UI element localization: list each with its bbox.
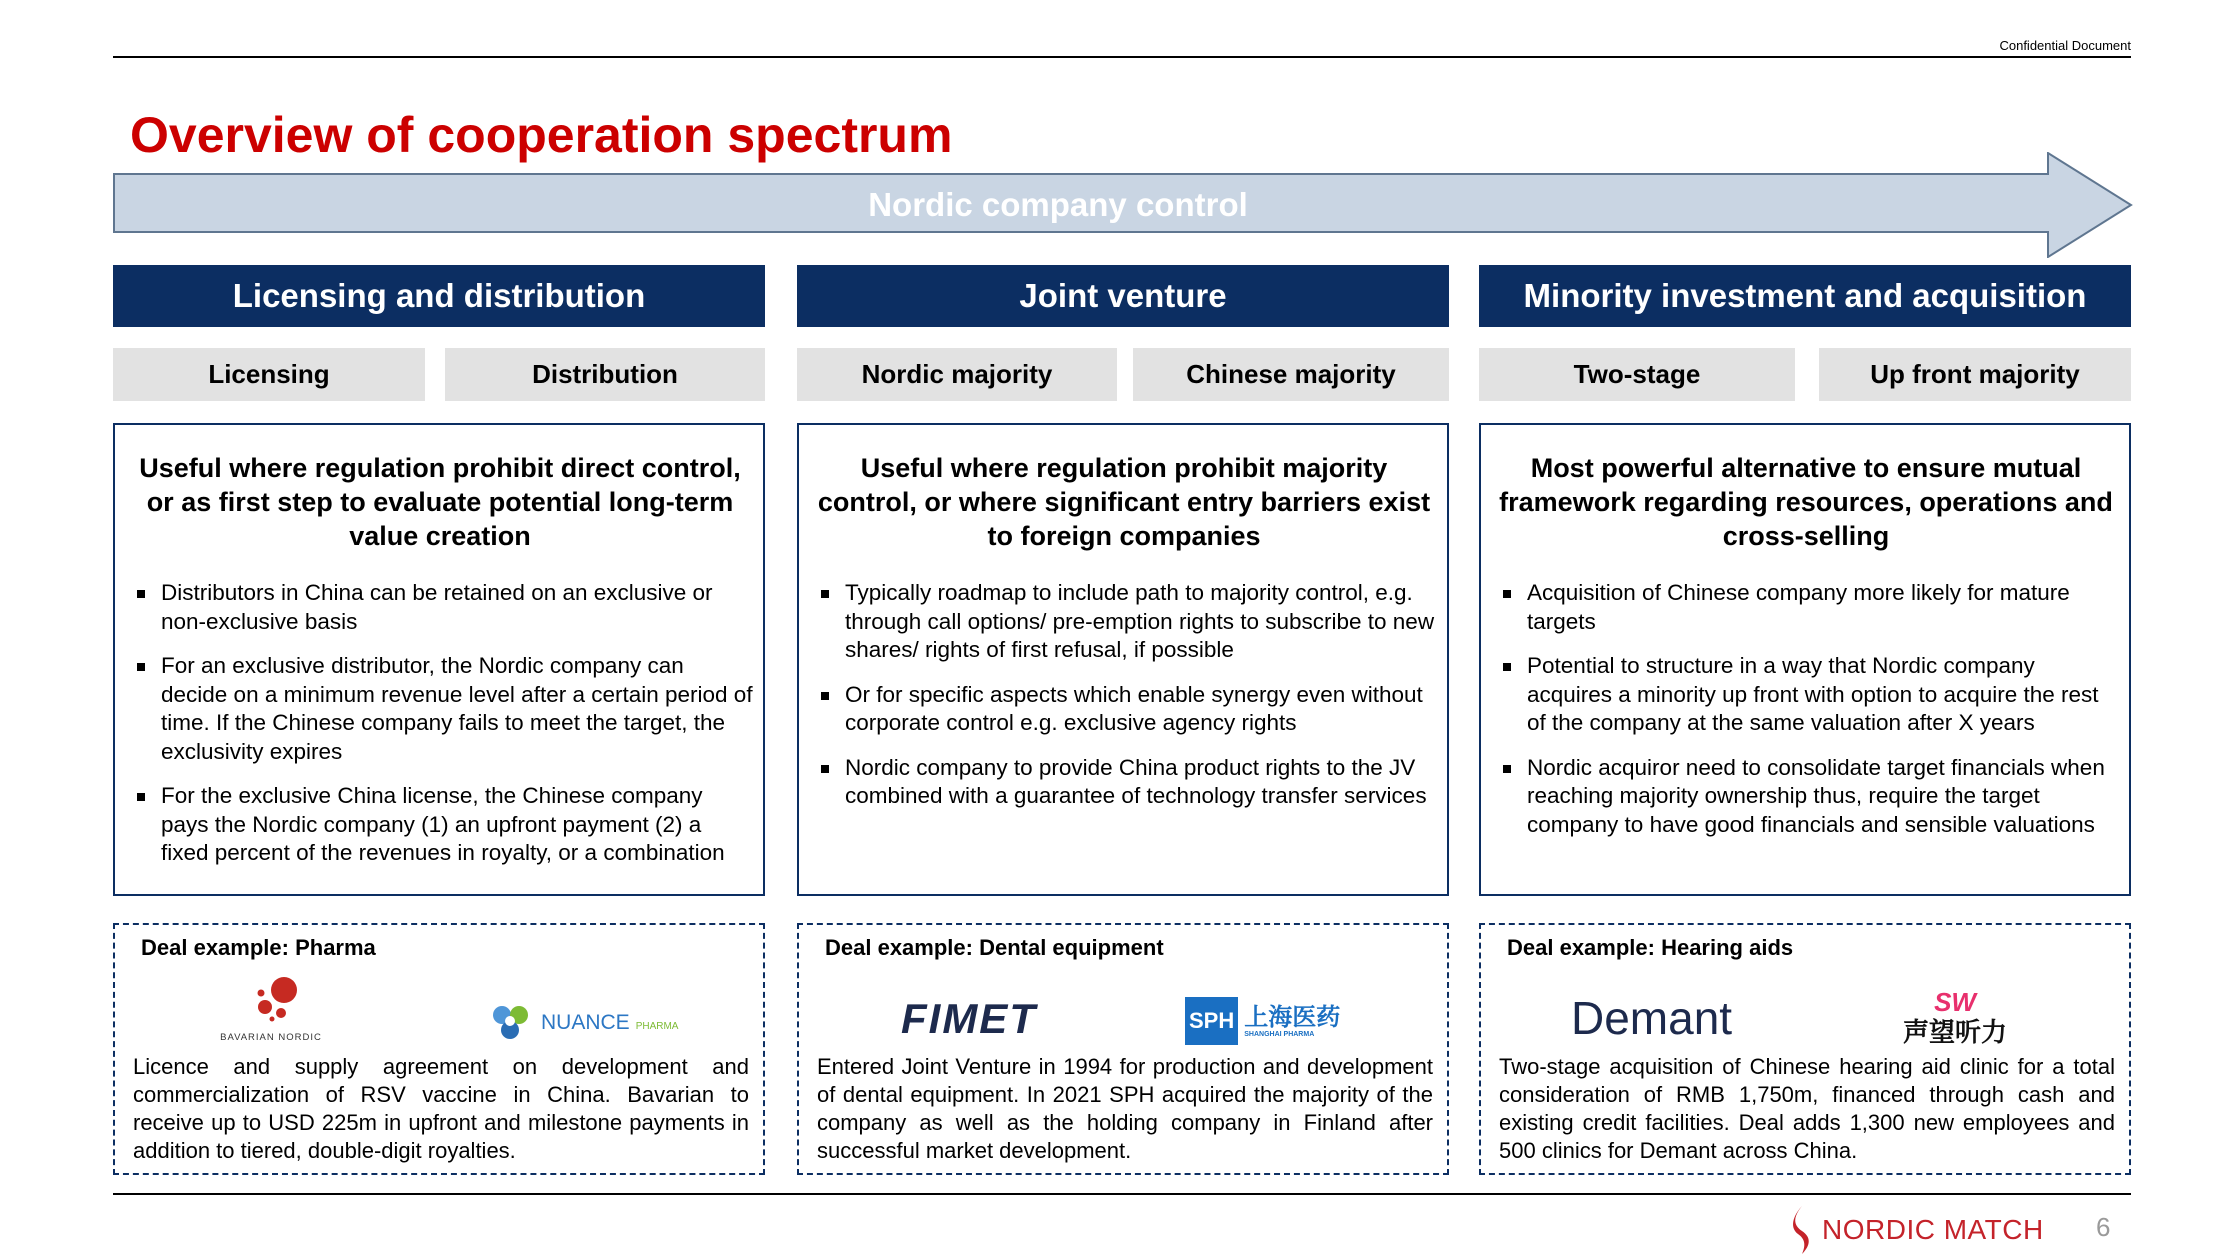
column-header: Joint venture: [797, 265, 1449, 327]
column-header: Licensing and distribution: [113, 265, 765, 327]
column-licensing-distribution: [113, 265, 765, 1163]
sub-distribution: Distribution: [445, 348, 765, 401]
footer-brand: [1790, 1205, 2044, 1255]
summary-heading: Most powerful alternative to ensure mutual framework regarding resources, operations and cross-selling: [1499, 453, 2113, 551]
bullet-icon: [137, 590, 145, 598]
column-joint-venture: [797, 265, 1449, 1163]
sub-categories: [113, 348, 765, 401]
list-item: Nordic company to provide China product rights to the JV combined with a guarantee of technology transfer services: [811, 754, 1437, 811]
summary-heading: Useful where regulation prohibit majority control, or where significant entry barriers exist to foreign companies: [817, 453, 1431, 551]
sub-nordic-majority: Nordic majority: [797, 348, 1117, 401]
list-item: Acquisition of Chinese company more likely for mature targets: [1493, 579, 2119, 636]
demant-logo: Demant: [1571, 992, 1733, 1044]
deal-description: Licence and supply agreement on development and commercialization of RSV vaccine in China. Bavarian to receive up to USD 225m in upfront and milestone payments in addition to tiered, double-digit royalties.: [133, 1054, 749, 1163]
deal-logos: [817, 961, 1433, 1053]
deal-label: Deal example: Dental equipment: [825, 935, 1164, 960]
bullet-icon: [821, 692, 829, 700]
bullet-list: [811, 579, 1437, 811]
bullet-list: [1493, 579, 2119, 839]
page-title: Overview of cooperation spectrum: [130, 107, 953, 163]
nordic-match-logo: [1790, 1205, 1814, 1255]
bullet-icon: [821, 590, 829, 598]
confidential-label: Confidential Document: [1999, 38, 2131, 53]
bullet-icon: [1503, 663, 1511, 671]
bullet-icon: [1503, 590, 1511, 598]
list-item: For the exclusive China license, the Chinese company pays the Nordic company (1) an upfront payment (2) a fixed percent of the revenues in royalty, or a combination: [127, 782, 753, 868]
bullet-icon: [137, 663, 145, 671]
page-number: 6: [2096, 1212, 2111, 1242]
deal-description: Entered Joint Venture in 1994 for production and development of dental equipment. In 2021 SPH acquired the majority of the company as well as the holding company in Finland after successful market development.: [817, 1054, 1433, 1163]
summary-heading: Useful where regulation prohibit direct control, or as first step to evaluate potential long-term value creation: [139, 453, 741, 551]
sub-up-front-majority: Up front majority: [1819, 348, 2131, 401]
list-item: Potential to structure in a way that Nordic company acquires a minority up front with option to acquire the rest of the company at the same valuation after X years: [1493, 652, 2119, 738]
bavarian-nordic-logo: BAVARIAN NORDIC: [201, 973, 341, 1051]
deal-example-box: [113, 923, 765, 1175]
description-box: [797, 423, 1449, 896]
sub-two-stage: Two-stage: [1479, 348, 1795, 401]
bullet-icon: [821, 765, 829, 773]
deal-example-box: [797, 923, 1449, 1175]
deal-logos: [1499, 961, 2115, 1053]
bullet-list: [127, 579, 753, 868]
bottom-divider: [113, 1193, 2131, 1195]
list-item: Nordic acquiror need to consolidate target financials when reaching majority ownership thus, require the target company to have good financials and sensible valuations: [1493, 754, 2119, 840]
list-item: Distributors in China can be retained on an exclusive or non-exclusive basis: [127, 579, 753, 636]
deal-example-box: [1479, 923, 2131, 1175]
deal-label: Deal example: Pharma: [141, 935, 376, 960]
sub-chinese-majority: Chinese majority: [1133, 348, 1449, 401]
deal-description: Two-stage acquisition of Chinese hearing aid clinic for a total consideration of RMB 1,750m, financed through cash and existing credit facilities. Deal adds 1,300 new employees and 500 clinics for Demant across China.: [1499, 1054, 2115, 1163]
bullet-icon: [1503, 765, 1511, 773]
top-divider: [113, 56, 2131, 58]
arrow-label: Nordic company control: [868, 186, 1248, 223]
brand-name: NORDIC MATCH: [1822, 1214, 2044, 1245]
list-item: Or for specific aspects which enable synergy even without corporate control e.g. exclusive agency rights: [811, 681, 1437, 738]
list-item: Typically roadmap to include path to majority control, e.g. through call options/ pre-emption rights to subscribe to new shares/ rights of first refusal, if possible: [811, 579, 1437, 665]
column-header: Minority investment and acquisition: [1479, 265, 2131, 327]
sub-categories: [797, 348, 1449, 401]
deal-label: Deal example: Hearing aids: [1507, 935, 1794, 960]
deal-logos: [133, 961, 749, 1053]
nuance-pharma-logo: NUANCE PHARMA: [487, 999, 678, 1047]
description-box: [1479, 423, 2131, 896]
bullet-icon: [137, 793, 145, 801]
description-box: [113, 423, 765, 896]
sph-logo: SPH 上海医药 SHANGHAI PHARMA: [1185, 997, 1340, 1045]
sw-hearing-logo: SW 声望听力: [1903, 987, 2008, 1047]
list-item: For an exclusive distributor, the Nordic company can decide on a minimum revenue level after a certain period of time. If the Chinese company fails to meet the target, the exclusivity expires: [127, 652, 753, 766]
column-minority-investment: [1479, 265, 2131, 1163]
sub-categories: [1479, 348, 2131, 401]
sub-licensing: Licensing: [113, 348, 425, 401]
fimet-logo: FIMET: [901, 995, 1037, 1042]
